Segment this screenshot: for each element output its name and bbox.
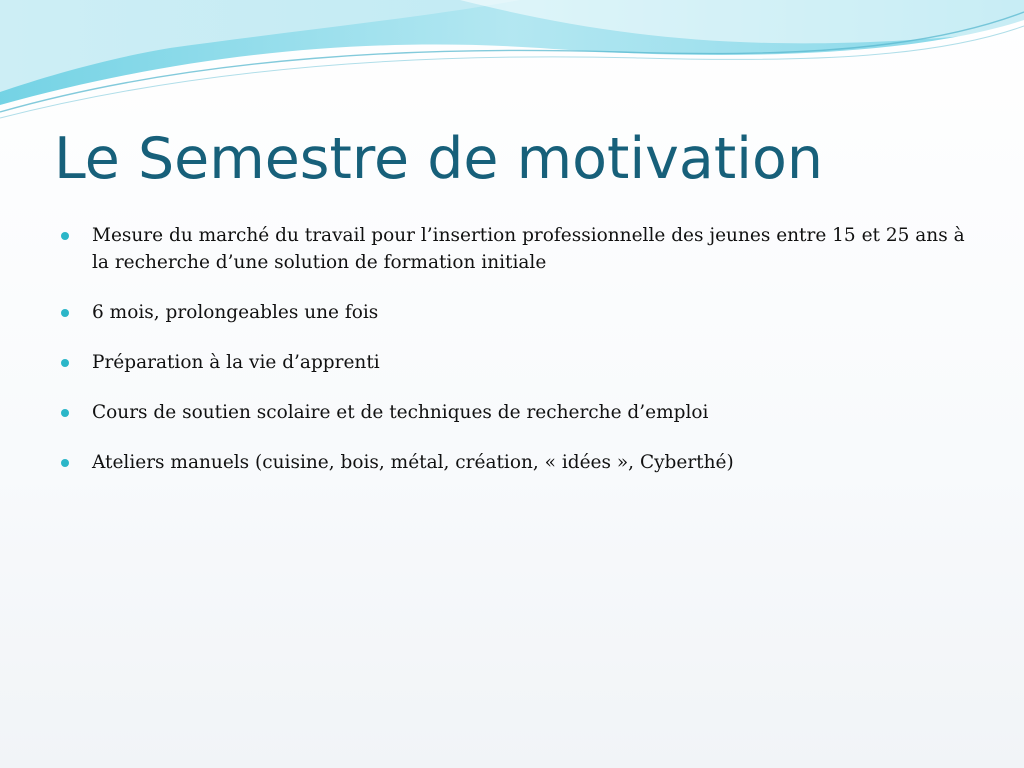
bullet-dot-icon bbox=[61, 232, 69, 240]
list-item bbox=[60, 349, 980, 376]
slide-title: Le Semestre de motivation bbox=[54, 126, 823, 192]
bullet-text: Préparation à la vie d’apprenti bbox=[92, 352, 380, 373]
bullet-list bbox=[60, 222, 980, 499]
bullet-text: 6 mois, prolongeables une fois bbox=[92, 302, 379, 323]
bullet-dot-icon bbox=[61, 459, 69, 467]
bullet-dot-icon bbox=[61, 409, 69, 417]
list-item bbox=[60, 299, 980, 326]
list-item bbox=[60, 399, 980, 426]
bullet-text: Mesure du marché du travail pour l’insertion professionnelle des jeunes entre 15 et 25 ans à la recherche d’une solution de formation initiale bbox=[92, 225, 965, 273]
bullet-dot-icon bbox=[61, 309, 69, 317]
header-wave-decoration bbox=[0, 0, 1024, 130]
list-item bbox=[60, 222, 980, 276]
list-item bbox=[60, 449, 980, 476]
bullet-text: Cours de soutien scolaire et de techniques de recherche d’emploi bbox=[92, 402, 709, 423]
bullet-text: Ateliers manuels (cuisine, bois, métal, création, « idées », Cyberthé) bbox=[92, 452, 734, 473]
bullet-dot-icon bbox=[61, 359, 69, 367]
